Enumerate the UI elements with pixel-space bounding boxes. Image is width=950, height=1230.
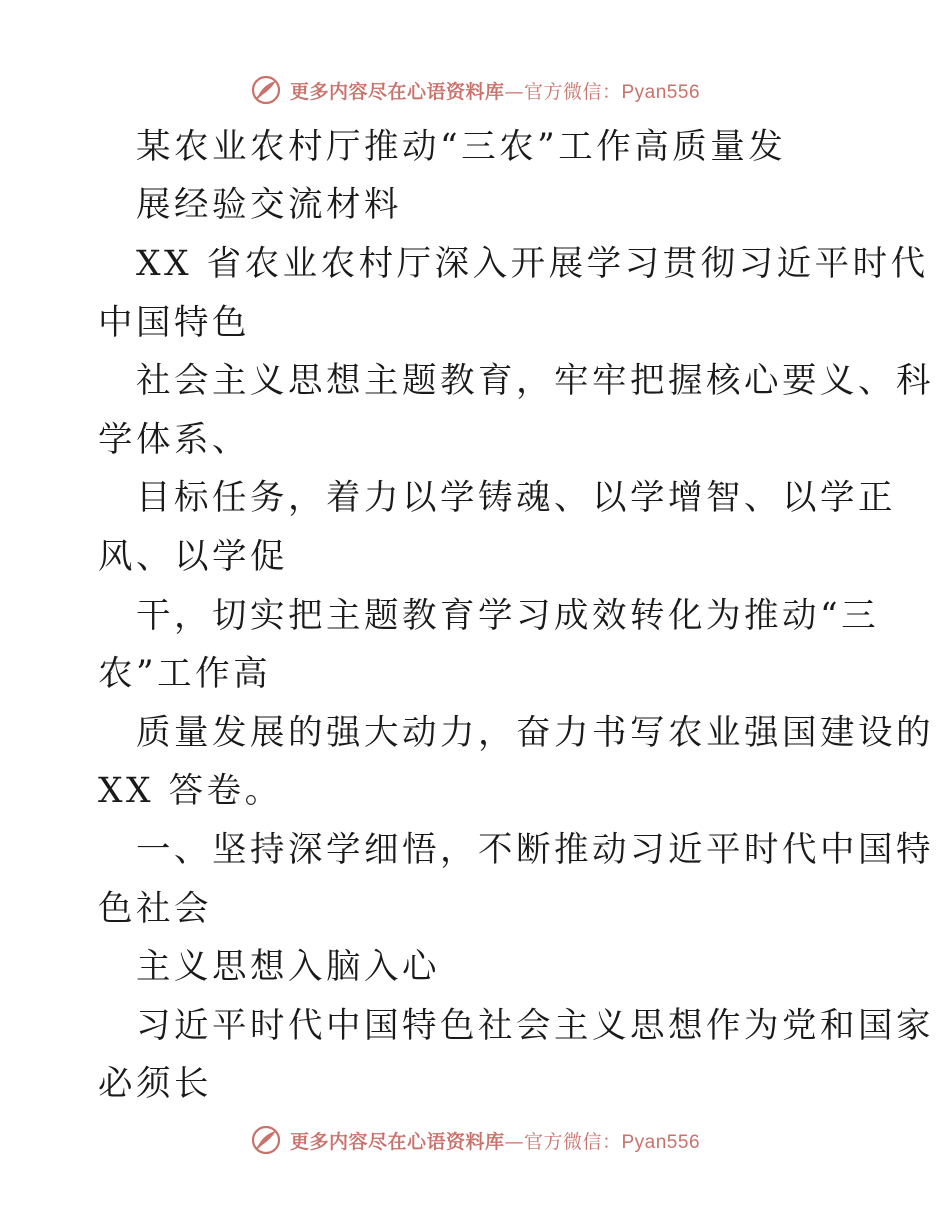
watermark-text [290, 1127, 700, 1154]
paragraph-line: 中国特色 [98, 303, 250, 343]
paragraph-line: 干，切实把主题教育学习成效转化为推动“三 [136, 596, 880, 636]
footer-watermark-banner [0, 1120, 950, 1160]
paragraph-line: 必须长 [98, 1064, 212, 1104]
watermark-brand: 更多内容尽在心语资料库 [289, 80, 505, 103]
doc-title-line-1: 某农业农村厅推动“三农”工作高质量发 [136, 127, 787, 167]
paragraph-line: XX 答卷。 [98, 771, 283, 811]
document-body [98, 118, 934, 1108]
section-heading-line: 色社会 [98, 889, 212, 929]
paragraph-line: 风、以学促 [98, 537, 288, 577]
section-heading-line: 一、坚持深学细悟，不断推动习近平时代中国特 [136, 830, 934, 870]
paragraph-line: 农”工作高 [98, 654, 272, 694]
watermark-wechat: 官方微信：Pyan556 [524, 81, 701, 103]
paragraph-line: 目标任务，着力以学铸魂、以学增智、以学正 [136, 478, 896, 518]
section-heading-line: 主义思想入脑入心 [136, 947, 440, 987]
quill-logo-icon [250, 74, 282, 106]
watermark-separator: — [504, 80, 524, 103]
paragraph-line: 习近平时代中国特色社会主义思想作为党和国家 [136, 1006, 934, 1046]
watermark-wechat: 官方微信：Pyan556 [524, 1131, 701, 1153]
watermark-brand: 更多内容尽在心语资料库 [289, 1130, 505, 1153]
watermark-text [290, 77, 700, 104]
paragraph-line: XX 省农业农村厅深入开展学习贯彻习近平时代 [136, 244, 929, 284]
header-watermark-banner [0, 70, 950, 110]
paragraph-line: 学体系、 [98, 420, 250, 460]
doc-title-line-2: 展经验交流材料 [136, 185, 402, 225]
paragraph-line: 社会主义思想主题教育，牢牢把握核心要义、科 [136, 361, 934, 401]
watermark-separator: — [504, 1130, 524, 1153]
paragraph-line: 质量发展的强大动力，奋力书写农业强国建设的 [136, 713, 934, 753]
quill-logo-icon [250, 1124, 282, 1156]
